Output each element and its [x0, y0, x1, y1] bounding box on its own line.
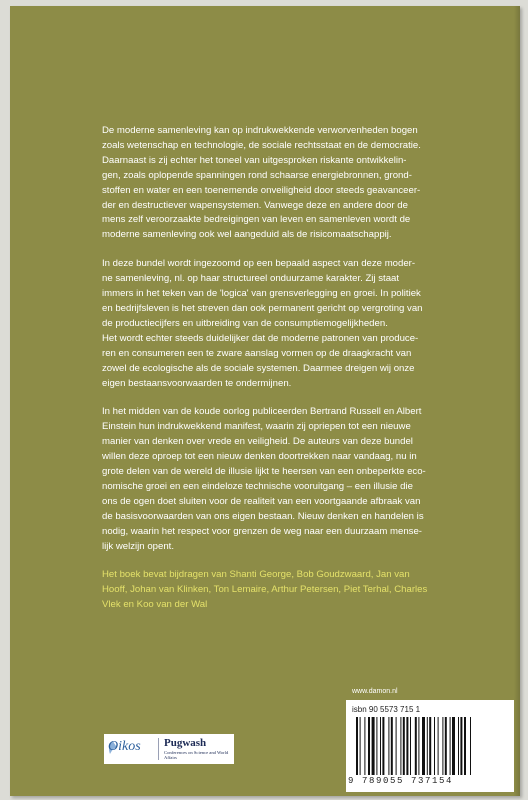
- isbn-barcode-panel: [346, 700, 514, 792]
- text-line: lijk welzijn opent.: [102, 540, 174, 552]
- pugwash-subtitle: Conferences on Science and World Affairs: [164, 750, 229, 761]
- blurb-paragraph: [102, 257, 454, 391]
- text-line: de productiecijfers en uitbreiding van de consumptiemogelijkheden.: [102, 317, 388, 329]
- text-line: eigen bestaansvoorwaarden te ondermijnen.: [102, 377, 292, 389]
- publisher-website: www.damon.nl: [352, 688, 398, 695]
- text-line: immers in het teken van de 'logica' van grensverlegging en groei. In politiek: [102, 288, 421, 300]
- blurb-text: [102, 124, 454, 627]
- text-line: nomische groei en een eindeloze technische vooruitgang – een illusie die: [102, 480, 413, 492]
- text-line: zoals wetenschap en technologie, de sociale rechtsstaat en de democratie.: [102, 139, 421, 151]
- text-line: In het midden van de koude oorlog publiceerden Bertrand Russell en Albert: [102, 406, 422, 418]
- text-line: ne samenleving, nl. op haar structureel onduurzame karakter. Zij staat: [102, 273, 400, 285]
- isbn-number: isbn 90 5573 715 1: [352, 705, 421, 714]
- text-line: moderne samenleving ook wel aangeduid als de risicomaatschappij.: [102, 229, 392, 241]
- text-line: der en destructiever wapensystemen. Vanwege deze en andere door de: [102, 199, 408, 211]
- oikos-logo: Oikos: [108, 739, 141, 754]
- text-line: grote delen van de wereld de illusie lijkt te heersen van een onbeperkte eco-: [102, 466, 426, 478]
- text-line: Het wordt echter steeds duidelijker dat de moderne patronen van produce-: [102, 332, 419, 344]
- text-line: willen deze oproep tot een nieuw denken doortrekken naar vandaag, nu in: [102, 451, 417, 463]
- text-line: Hooff, Johan van Klinken, Ton Lemaire, Arthur Petersen, Piet Terhal, Charles: [102, 584, 428, 596]
- barcode-icon: [354, 717, 506, 775]
- text-line: zowel de ecologische als de sociale systemen. Daarmee dreigen wij onze: [102, 362, 415, 374]
- text-line: mens zelf veroorzaakte bedreigingen van leven en samenleven wordt de: [102, 214, 411, 226]
- text-line: Daarnaast is zij echter het toneel van uitgesproken riskante ontwikkelin-: [102, 154, 407, 166]
- text-line: de basisvoorwaarden van ons eigen bestaan. Nieuw denken en handelen is: [102, 510, 424, 522]
- barcode-digits: 9 789055 737154: [348, 776, 454, 786]
- text-line: Einstein hun indrukwekkend manifest, waarin zij opriepen tot een nieuwe: [102, 421, 411, 433]
- text-line: De moderne samenleving kan op indrukwekkende verworvenheden bogen: [102, 125, 418, 136]
- text-line: manier van denken over vrede en veiligheid. De auteurs van deze bundel: [102, 436, 413, 448]
- text-line: ren en consumeren een te zware aanslag vormen op de draagkracht van: [102, 347, 412, 359]
- logo-divider: [158, 738, 159, 760]
- blurb-paragraph: [102, 124, 454, 243]
- text-line: en bedrijfsleven is het streven dan ook permanent gericht op vergroting van: [102, 302, 423, 314]
- pugwash-logo: Pugwash: [164, 737, 207, 749]
- text-line: stoffen en water en een toenemende onveiligheid door steeds geavanceer-: [102, 184, 421, 196]
- publisher-logos: [104, 734, 234, 764]
- text-line: In deze bundel wordt ingezoomd op een bepaald aspect van deze moder-: [102, 258, 416, 270]
- text-line: Het boek bevat bijdragen van Shanti George, Bob Goudzwaard, Jan van: [102, 569, 410, 581]
- back-cover: [10, 6, 520, 796]
- contributors-paragraph: [102, 568, 454, 613]
- text-line: nodig, waarin het respect voor grenzen de weg naar een duurzaam mense-: [102, 525, 422, 537]
- text-line: Vlek en Koo van der Wal: [102, 599, 208, 611]
- blurb-paragraph: [102, 405, 454, 554]
- text-line: ons de ogen doet sluiten voor de realiteit van een voortgaande afbraak van: [102, 495, 421, 507]
- cover-edge-shadow: [514, 6, 520, 796]
- text-line: gen, zoals oplopende spanningen rond schaarse energiebronnen, grond-: [102, 169, 412, 181]
